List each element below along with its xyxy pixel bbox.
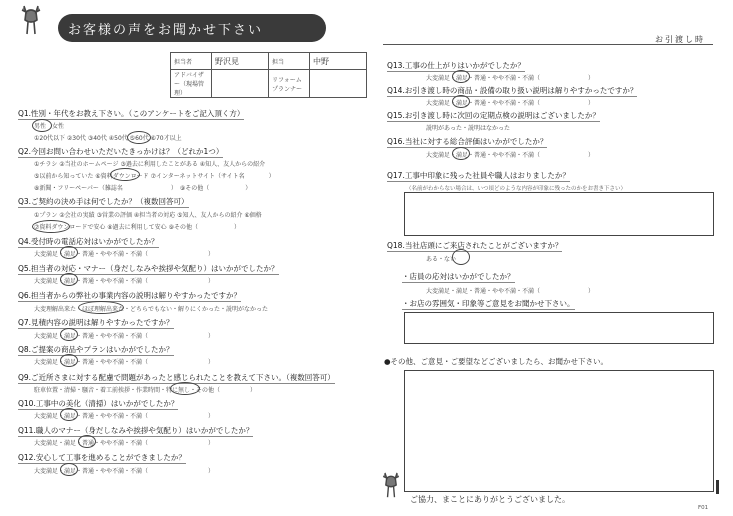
staff-label-2: 担当 <box>269 53 310 70</box>
q7-label: Q7.見積内容の説明は解りやすかったですか？ <box>18 318 174 327</box>
q12-label: Q12.安心して工事を進めることができましたか？ <box>18 453 186 462</box>
q17-label: Q17.工事中印象に残った社員や職人はおりましたか？ <box>387 171 570 180</box>
q14-answer[interactable]: 大変満足・満足・普通・やや不満・不満（ ） <box>426 100 595 107</box>
q13-answer[interactable]: 大変満足・満足・普通・やや不満・不満（ ） <box>426 75 595 82</box>
q10-label: Q10.工事中の美化（清掃）はいかがでしたか？ <box>18 399 179 408</box>
q5-answer[interactable]: 大変満足・満足・普通・やや不満・不満（ ） <box>34 278 215 285</box>
answer-circle-mark <box>32 119 52 132</box>
handover-label: お引渡し時 <box>655 35 705 44</box>
q2-options-2[interactable]: ⑤以前から知っていた ⑥資料ダウンロード ⑦インターネットサイト（サイト名 ） <box>34 173 275 180</box>
q2-options-1[interactable]: ①チラシ ②当社のホームページ ③過去に利用したことがある ④知人、友人からの紹介 <box>34 161 266 168</box>
q8-label: Q8.ご提案の商品やプランはいかがでしたか？ <box>18 345 174 354</box>
q4-answer[interactable]: 大変満足・満足・普通・やや不満・不満（ ） <box>34 251 215 258</box>
handover-underline <box>383 44 713 45</box>
page-title: お客様の声をお聞かせ下さい <box>68 23 264 38</box>
q2-options-3[interactable]: ⑧新聞・フリーペーパー（雑誌名 ） ⑨その他（ ） <box>34 185 252 192</box>
q17-note: （名前がわからない場合は、いつ頃どのような内容が印象に残ったのかをお書き下さい） <box>406 186 627 192</box>
q11-answer[interactable]: 大変満足・満足・普通・やや不満・不満（ ） <box>34 440 215 447</box>
page-edge-bar <box>716 480 719 494</box>
q16-answer[interactable]: 大変満足・満足・普通・やや不満・不満（ ） <box>426 152 595 159</box>
q1-label: Q1.性別・年代をお教え下さい。（このアンケートをご記入頂く方） <box>18 109 245 118</box>
shop-staff-label: ・店員の応対はいかがでしたか？ <box>402 272 515 281</box>
answer-circle-mark <box>60 273 78 286</box>
shop-atmosphere-textarea[interactable] <box>404 312 714 344</box>
answer-circle-mark <box>60 408 78 421</box>
q13-label: Q13.工事の仕上がりはいかがでしたか？ <box>387 61 525 70</box>
q1-answer-age[interactable]: ①20代以下 ②30代 ③40代 ④50代 ⑤60代 ⑥70才以上 <box>34 135 182 142</box>
q12-answer[interactable]: 大変満足・満足・普通・やや不満・不満（ ） <box>34 468 215 475</box>
deer-footer-icon <box>378 470 404 504</box>
staff-value[interactable]: 野沢見 <box>212 53 269 70</box>
staff-table <box>170 52 367 98</box>
q18-label: Q18.当社店頭にご来店されたことがございますか？ <box>387 241 563 250</box>
answer-circle-mark <box>78 435 96 448</box>
thanks-message: ご協力、まことにありがとうございました。 <box>410 495 570 504</box>
answer-circle-mark <box>452 147 470 160</box>
staff-label: 担当者 <box>171 53 212 70</box>
answer-circle-mark <box>170 382 200 395</box>
q8-answer[interactable]: 大変満足・満足・普通・やや不満・不満（ ） <box>34 359 215 366</box>
q1-answer-gender[interactable]: 男性 女性 <box>34 123 65 130</box>
q16-label: Q16.当社に対する総合評価はいかがでしたか？ <box>387 137 548 146</box>
answer-circle-mark <box>60 354 78 367</box>
other-comments-textarea[interactable] <box>404 370 714 492</box>
answer-circle-mark <box>60 328 78 341</box>
advisor-value[interactable] <box>212 70 269 98</box>
q11-label: Q11.職人のマナー（身だしなみや挨拶や気配り）はいかがでしたか？ <box>18 426 254 435</box>
answer-circle-mark <box>452 249 470 265</box>
q6-answer[interactable]: 大変理解出来た・ほぼ理解出来た・どちらでもない・解りにくかった・説明がなかった <box>34 306 268 313</box>
q7-answer[interactable]: 大変満足・満足・普通・やや不満・不満（ ） <box>34 333 215 340</box>
answer-circle-mark <box>32 220 70 233</box>
q3-label: Q3.ご契約の決め手は何でしたか？（複数回答可） <box>18 197 189 206</box>
q3-options-2[interactable]: ⑦資料ダウンロードで安心 ⑧過去に利用して安心 ⑨その他（ ） <box>34 224 240 231</box>
shop-staff-answer[interactable]: 大変満足・満足・普通・やや不満・不満（ ） <box>426 288 595 295</box>
deer-logo-icon <box>16 4 46 42</box>
advisor-label: アドバイザー（現場管理） <box>171 70 212 98</box>
q9-answer[interactable]: 駐車位置・清掃・騒音・着工前挨拶・作業時間・特に無し・その他（ ） <box>34 387 257 394</box>
q18-answer[interactable]: ある・ない <box>426 256 457 263</box>
q5-label: Q5.担当者の対応・マナー（身だしなみや挨拶や気配り）はいかがでしたか？ <box>18 264 279 273</box>
answer-circle-mark <box>60 463 78 476</box>
answer-circle-mark <box>110 168 140 181</box>
answer-circle-mark <box>452 70 470 83</box>
q14-label: Q14.お引き渡し時の商品・設備の取り扱い説明は解りやすかったですか？ <box>387 86 638 95</box>
q2-label: Q2.今回お問い合わせいただいたきっかけは？（どれか1つ） <box>18 147 224 156</box>
q17-textarea[interactable] <box>404 192 714 236</box>
planner-label: リフォームプランナー <box>269 70 310 98</box>
q9-label: Q9.ご近所さまに対する配慮で問題があったと感じられたことを教えて下さい。（複数回答可） <box>18 373 335 382</box>
answer-circle-mark <box>127 131 151 144</box>
form-code: F01 <box>698 505 709 511</box>
q15-label: Q15.お引き渡し時に次回の定期点検の説明はございましたか？ <box>387 111 600 120</box>
q3-options-1[interactable]: ①プラン ②会社の実績 ③営業の評価 ④担当者の対応 ⑤知人、友人からの紹介 ⑥価格 <box>34 212 262 219</box>
q10-answer[interactable]: 大変満足・満足・普通・やや不満・不満（ ） <box>34 413 215 420</box>
answer-circle-mark <box>452 95 470 108</box>
q6-label: Q6.担当者からの弊社の事業内容の説明は解りやすかったですか？ <box>18 291 242 300</box>
planner-value[interactable] <box>310 70 367 98</box>
answer-circle-mark <box>60 246 78 259</box>
answer-circle-mark <box>78 301 124 314</box>
staff-value-2[interactable]: 中野 <box>310 53 367 70</box>
shop-atmosphere-label: ・お店の雰囲気・印象等ご意見をお聞かせ下さい。 <box>402 299 575 308</box>
other-comments-label: ●その他、ご意見・ご要望などございましたら、お聞かせ下さい。 <box>384 357 609 366</box>
q15-answer[interactable]: 説明があった・説明はなかった <box>426 125 510 132</box>
q4-label: Q4.受付時の電話応対はいかがでしたか？ <box>18 237 159 246</box>
